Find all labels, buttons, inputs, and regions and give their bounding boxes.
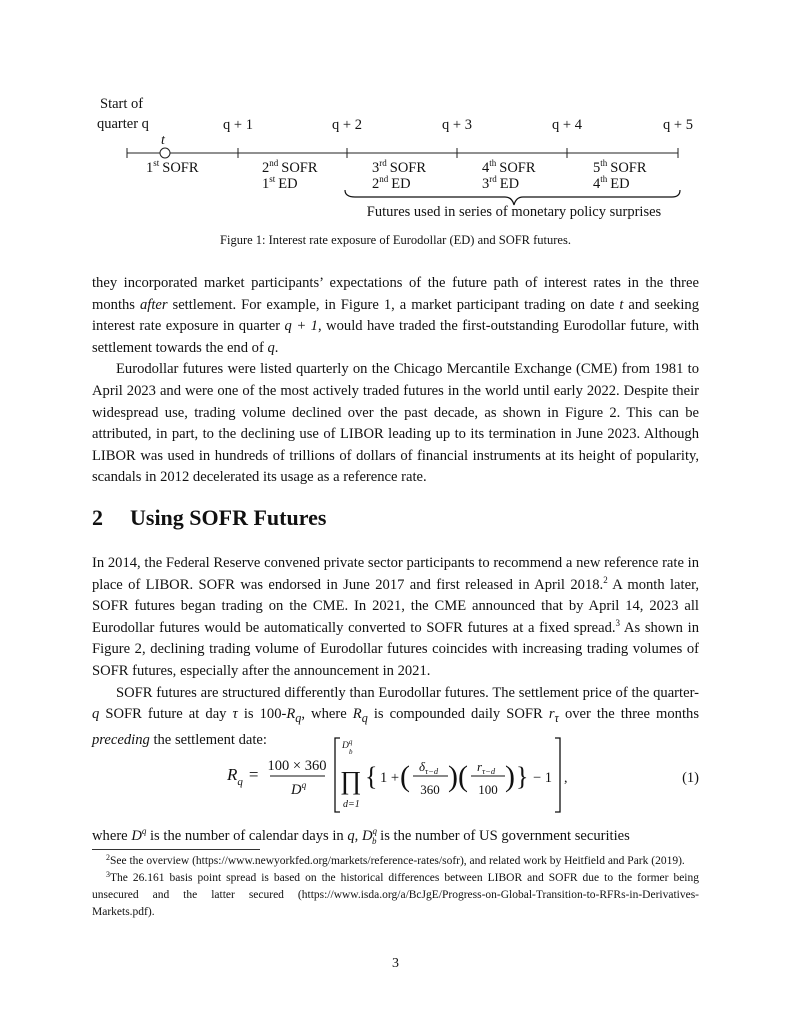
eq-paren: ( [400, 760, 410, 793]
svg-text:1stED: 1st ED [262, 174, 298, 192]
eq-left-brace: { [365, 762, 378, 791]
footnote: $^3$The 26.161 basis point spread is based on the historical differences between LIBOR and SOFR due to the former being unsecured and the latter secured (https://www.isda.org/a/BcJgE/Progress-on-Global-Transition-to-RFRs-in-Derivatives-Markets.pdf). [92, 870, 699, 918]
eq-product-symbol: ∏ [340, 766, 362, 795]
t-label: t [161, 133, 165, 148]
svg-text:1stSOFR: 1st SOFR [146, 158, 199, 176]
start-label-line2: quarter q [97, 116, 149, 132]
underbrace [345, 190, 680, 205]
footnote: $^2$See the overview (https://www.newyorkfed.org/markets/reference-rates/sofr), and related work by Heitfield and Park (2019). [106, 853, 685, 867]
footnotes [92, 853, 699, 921]
eq-right-brace: } [516, 762, 529, 791]
body-text-intro [92, 273, 699, 489]
start-label-line1: Start of [100, 96, 144, 112]
eq-paren: ) [448, 760, 458, 793]
eq-num: 100 × 360 [267, 758, 327, 774]
quarter-label: q + 2 [332, 117, 362, 133]
body-text-after-equation [92, 821, 699, 852]
paragraph: In 2014, the Federal Reserve convened private sector participants to recommend a new reference rate in place of LIBOR. SOFR was endorsed in June 2017 and first released in April 2018.$^2$ A month later, SOFR futures began trading on the CME. In 2021, the CME announced that by April 14, 2023 all Eurodollar futures would be automatically converted to SOFR futures at a fixed spread.$^3$ As shown in Figure 2, declining trading volume of Eurodollar futures coincides with increasing trading volumes of SOFR futures, especially after the announcement in 2021. [92, 555, 699, 679]
quarter-label: q + 1 [223, 117, 253, 133]
eq-right-bracket [555, 738, 560, 812]
equation-1 [92, 734, 699, 814]
paragraph: Eurodollar futures were listed quarterly on the Chicago Mercantile Exchange (CME) from 1981 to April 2023 and were one of the most actively traded futures in the world until early 2022. Despite their widespread use, trading volume declined over the past decade, as shown in Figure 2. This can be attributed, in part, to the declining use of LIBOR leading up to its termination in June 2023. Although LIBOR was used in hundreds of trillions of dollars of financial instruments at its height of popularity, scandals in 2012 decelerated its usage as a reference rate. [92, 361, 699, 486]
svg-text:5thSOFR: 5th SOFR [593, 158, 647, 176]
contract-label-2 [262, 158, 318, 192]
eq-prod-upper-sub: b [349, 748, 353, 756]
eq-minus-one: − 1 [533, 770, 553, 786]
eq-lhs: $R_q$ = [227, 765, 259, 788]
contract-label-5 [593, 158, 647, 192]
eq-paren: ) [505, 760, 515, 793]
page-number: 3 [392, 956, 399, 971]
eq-paren: ( [458, 760, 468, 793]
eq-den: $D^q$ [291, 781, 307, 798]
eq-comma: , [564, 771, 568, 786]
eq-prod-upper: $D^q$ [342, 738, 353, 751]
contract-label-4 [482, 158, 536, 192]
footnote-ref[interactable]: 2 [603, 574, 608, 585]
quarter-label: q + 4 [552, 117, 582, 133]
eq-one-plus: 1 + [380, 770, 400, 786]
eq-rate-den: 100 [478, 782, 498, 797]
contract-label-1 [146, 158, 199, 176]
body-text-section-2 [92, 553, 699, 751]
quarter-label: q + 3 [442, 117, 472, 133]
svg-text:2ndSOFR: 2nd SOFR [262, 158, 318, 176]
paragraph: SOFR futures are structured differently than Eurodollar futures. The settlement price of the quarter-q SOFR future at day τ is $100-R_q$, where $R_q$ is compounded daily SOFR $r_\tau$ over the three months preceding the settlement date: [92, 684, 700, 748]
equation-number: (1) [682, 770, 699, 786]
contract-label-3 [372, 158, 426, 192]
trade-date-marker [160, 148, 170, 158]
eq-delta: $\delta_{\tau-d}$ [419, 759, 439, 776]
paragraph: where $D^q$ is the number of calendar days in q, $D^q_b$ is the number of US government securities [92, 826, 630, 846]
svg-text:4thED: 4th ED [593, 174, 630, 192]
svg-text:3rdED: 3rd ED [482, 174, 520, 192]
eq-delta-den: 360 [420, 782, 440, 797]
figure-caption: Figure 1: Interest rate exposure of Eurodollar (ED) and SOFR futures. [220, 233, 571, 247]
paragraph: they incorporated market participants’ expectations of the future path of interest rates in the three months after settlement. For example, in Figure 1, a market participant trading on date t and seeking interest rate exposure in quarter q + 1, would have traded the first-outstanding Eurodollar future, with settlement towards the end of q. [92, 275, 700, 356]
svg-text:3rdSOFR: 3rd SOFR [372, 158, 427, 176]
eq-prod-lower: d=1 [343, 799, 360, 810]
svg-text:4thSOFR: 4th SOFR [482, 158, 536, 176]
footnote-rule [92, 849, 260, 850]
footnote-ref[interactable]: 3 [615, 617, 621, 628]
svg-text:2ndED: 2nd ED [372, 174, 411, 192]
eq-rate: $r_{\tau-d}$ [477, 759, 496, 776]
figure-1-timeline [0, 0, 791, 260]
brace-label: Futures used in series of monetary policy surprises [366, 204, 662, 220]
section-heading: 2 Using SOFR Futures [92, 505, 327, 530]
quarter-label: q + 5 [663, 117, 693, 133]
